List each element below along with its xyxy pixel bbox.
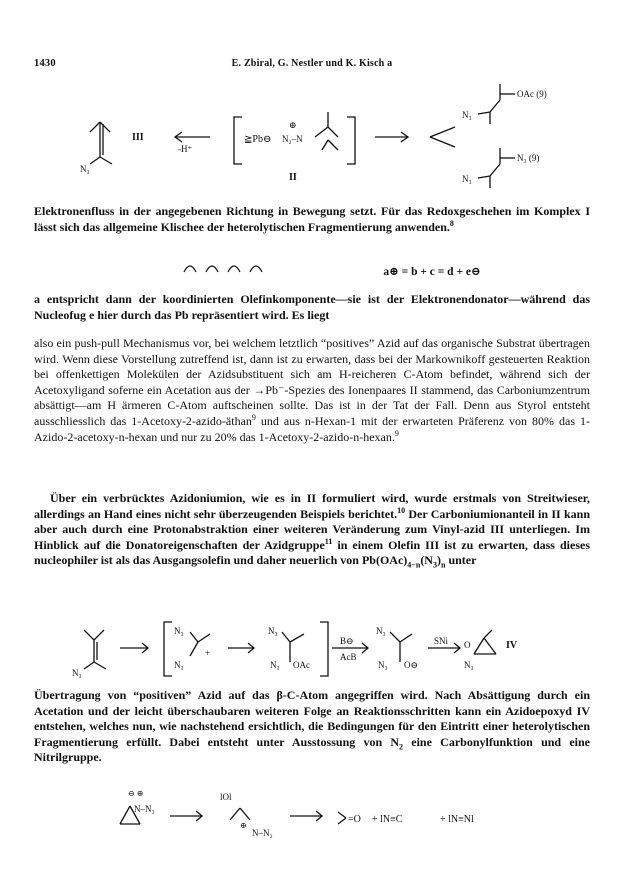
n3-label-4: N₃ (72, 668, 82, 678)
nitrile-label: + lN≡C (372, 814, 403, 825)
product-1-label: OAc (9) (517, 89, 547, 99)
sni-label: SNi (434, 636, 449, 646)
charge-label: ⊖ ⊕ (128, 789, 144, 798)
base-label: B⊖ (340, 636, 354, 646)
plus-label: + (205, 648, 211, 658)
ol-label: lOl (220, 792, 232, 802)
plus-charge: ⊕ (289, 120, 297, 130)
n3-label-11: N₃ (464, 660, 474, 670)
plus-sign-label: ⊕ (240, 821, 247, 830)
n3-label-10: N₃ (378, 660, 388, 670)
n3-label-9: N₃ (376, 626, 386, 636)
paragraph-1: Elektronenfluss in der angegebenen Richtung in Bewegung setzt. Für das Redoxgeschehen im Komplex I lässt sich das allgemeine Klischee der heterolytischen Fragmentierung anwenden.$^8$ (34, 204, 590, 234)
paragraph-2: a entspricht dann der koordinierten Olefinkomponente—sie ist der Elektronendonator—während das Nucleofug e hier durch das Pb repräsentiert wird. Es liegt (34, 292, 590, 322)
n2-label-2: N–N₂ (252, 828, 273, 838)
n3-label-8: N₃ (270, 660, 280, 670)
n3-label-3: N₃ (462, 174, 472, 184)
n3-label-7: N₃ (268, 626, 278, 636)
arrow-label: -H⁺ (178, 144, 193, 154)
scheme-2 (60, 612, 580, 680)
n3-label-5: N₃ (174, 626, 184, 636)
equation: a⊕ = b + c = d + e⊖ (383, 266, 481, 278)
n2-label: N₂–N (282, 134, 303, 144)
oxide-label: O⊖ (404, 660, 419, 670)
epoxide-o-label: O (464, 640, 471, 650)
oac-label: OAc (293, 660, 310, 670)
scheme-1 (60, 82, 580, 200)
paragraph-3: also ein push-pull Mechanismus vor, bei welchem letztlich “positives” Azid auf das organische Substrat übertragen wird. Wenn diese Vorstellung zutreffend ist, dann ist zu erwarten, dass bei der Markownikoff gesteuerten Reaktion bei offenkettigen Molekülen der Azidsubstituent sich am H-reicheren C-Atom befindet, während sich der Acetoxyligand soferne ein Acetation aus der →Pb⁻-Spezies des Ionenpaares II stammend, das Carboniumzentrum absättigt—am H ärmeren C-Atom auftscheinen sollte. Das ist in der Tat der Fall. Denn aus Styrol entsteht ausschliesslich das 1-Acetoxy-2-azido-äthan$^9$ und aus n-Hexan-1 mit der erwarteten Präferenz von 80% das 1-Azido-2-acetoxy-n-hexan und nur zu 20% das 1-Acetoxy-2-azido-n-hexan.$^9$ (34, 336, 590, 444)
compound-II-label: II (289, 172, 297, 183)
n2-gas-label: + lN≡Nl (440, 814, 474, 825)
compound-IV-label: IV (506, 640, 518, 651)
page-number: 1430 (34, 58, 56, 69)
paragraph-4: Über ein verbrücktes Azidoniumion, wie es in II formuliert wird, wurde erstmals von Streitwieser, allerdings an Hand eines nicht sehr überzeugenden Beispiels berichtet.$^{10}$ Der Carboniumionanteil in II kann aber auch durch eine Protonabstraktion einer weiteren Veränderung zum Vinyl-azid III unterliegen. Im Hinblick auf die Donatoreigenschaften der Azidgruppe$^{11}$ in einem Olefin III ist zu erwarten, dass dieses nucleophiler ist als das Ausgangsolefin und daher neuerlich von $Pb(OAc)_{4-n}(N_3)_n$ unter (34, 491, 591, 570)
compound-III-label: III (132, 132, 144, 143)
nn-label: N–N₃ (134, 804, 155, 814)
pb-label: ≧Pb⊖ (244, 134, 272, 145)
product-2-label: N₃ (9) (517, 153, 540, 163)
scheme-3 (110, 784, 530, 844)
n3-label-1: N₃ (80, 164, 90, 174)
acb-label: AcB (340, 652, 357, 662)
running-head: E. Zbiral, G. Nestler und K. Kisch a (231, 58, 393, 69)
n3-label-2: N₃ (462, 110, 472, 120)
n3-label-6: N₃ (174, 660, 184, 670)
paragraph-5: Übertragung von “positiven” Azid auf das β-C-Atom angegriffen wird. Nach Absättigung durch ein Acetation und der leicht überschaubaren weiteren Folge an Reaktionsschritten kann ein Azidoepoxyd IV entstehen, welches nun, wie nachstehend ersichtlich, die Bedingungen für den Eintritt einer heterolytischen Fragmentierung erfüllt. Dabei entsteht unter Ausstossung von $N_2$ eine Carbonylfunktion und eine Nitrilgruppe. (34, 688, 590, 765)
carbonyl-label: =O (348, 814, 361, 825)
